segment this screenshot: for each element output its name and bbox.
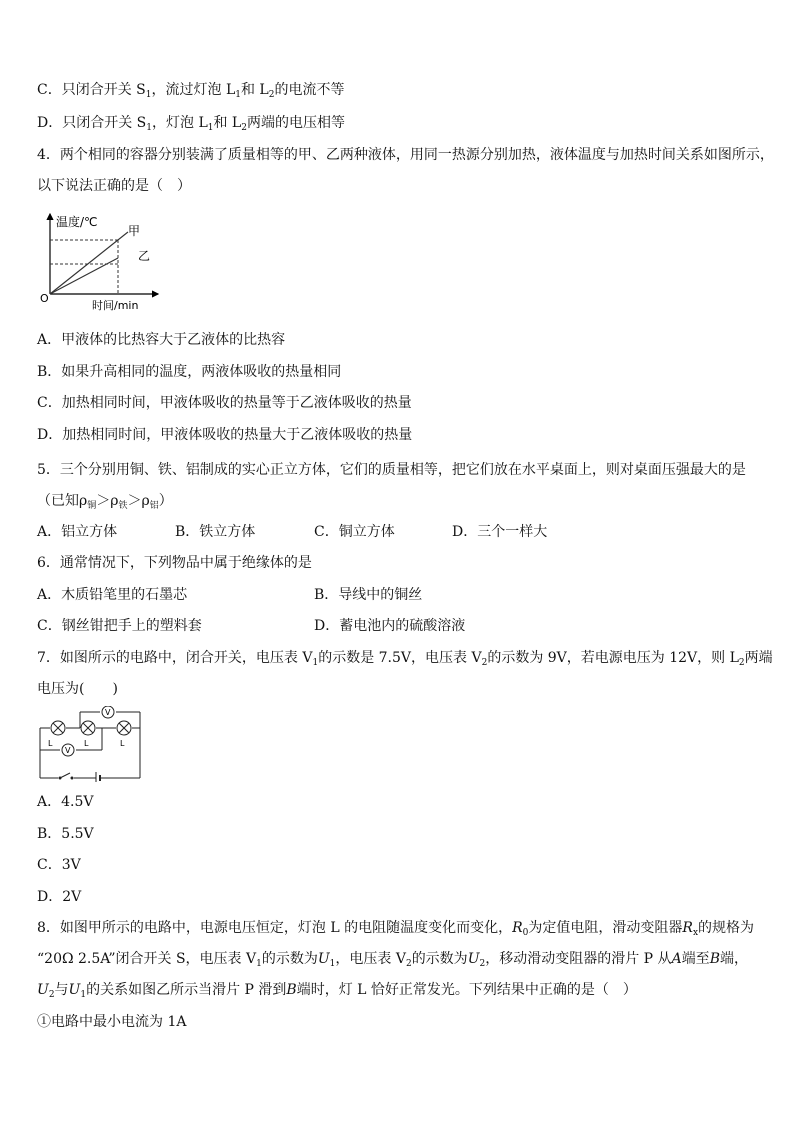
q7-stem-line2: 电压为( ) [37,681,118,697]
lamp-l3-icon [117,721,131,735]
q4-stem-line1: 4．两个相同的容器分别装满了质量相等的甲、乙两种液体，用同一热源分别加热，液体温度与加热时间关系如图所示， [37,147,774,163]
q5-option-a[interactable]: A．铝立方体 [37,524,118,540]
graph-series-jia: 甲 [128,224,141,238]
q8-stem-line3: $U_2$与$U_1$的关系如图乙所示当滑片 P 滑到B端时，灯 L 恰好正常发光。下列结果中正确的是（ ） [37,982,637,1000]
q4-option-a[interactable]: A．甲液体的比热容大于乙液体的比热容 [37,332,286,348]
q6-option-b[interactable]: B．导线中的铜丝 [314,587,423,603]
q7-option-d[interactable]: D．2V [37,889,82,905]
q8-stem-line1: 8．如图甲所示的电路中，电源电压恒定，灯泡 L 的电阻随温度变化而变化，$R_0$为定值电阻，滑动变阻器$R_x$的规格为 [37,920,755,938]
lamp-l3-label: L [120,739,125,748]
graph-ylabel: 温度/℃ [56,215,98,229]
q5-stem-line2: （已知$\rho_铜>\rho_铁>\rho_铝$） [37,493,173,511]
q5-option-b[interactable]: B．铁立方体 [175,524,256,540]
q6-option-d[interactable]: D．蓄电池内的硫酸溶液 [314,618,466,634]
q8-item-1: ①电路中最小电流为 1A [37,1014,187,1030]
svg-text:V: V [105,708,111,717]
graph-series-yi: 乙 [138,249,151,263]
q7-option-a[interactable]: A．4.5V [37,794,94,810]
q4-option-b[interactable]: B．如果升高相同的温度，两液体吸收的热量相同 [37,364,342,380]
q3-option-c[interactable]: C．只闭合开关 $S_1$，流过灯泡 $L_1$和 $L_2$的电流不等 [37,82,345,100]
lamp-l2-icon [81,721,95,735]
q6-stem: 6．通常情况下，下列物品中属于绝缘体的是 [37,555,312,571]
q4-option-c[interactable]: C．加热相同时间，甲液体吸收的热量等于乙液体吸收的热量 [37,395,412,411]
q4-temperature-time-graph [34,210,164,315]
q7-option-c[interactable]: C．3V [37,857,81,873]
battery-icon [96,772,100,782]
lamp-l1-label: L [48,739,53,748]
lamp-l2-label: L [84,739,89,748]
q4-stem-line2: 以下说法正确的是（ ） [37,178,191,194]
q7-circuit-diagram [36,706,144,782]
q3-option-d[interactable]: D．只闭合开关 $S_1$，灯泡 $L_1$和 $L_2$两端的电压相等 [37,115,345,133]
switch-icon [59,773,74,780]
graph-xlabel: 时间/min [92,299,139,312]
lamp-l1-icon [51,721,65,735]
voltmeter-bottom-icon [62,744,74,756]
q6-option-c[interactable]: C．钢丝钳把手上的塑料套 [37,618,202,634]
graph-origin: O [40,292,49,305]
q6-option-a[interactable]: A．木质铅笔里的石墨芯 [37,587,188,603]
voltmeter-top-icon [102,706,114,718]
q5-option-d[interactable]: D．三个一样大 [452,524,548,540]
series-yi-line [50,258,118,294]
q4-option-d[interactable]: D．加热相同时间，甲液体吸收的热量大于乙液体吸收的热量 [37,427,413,443]
series-jia-line [50,232,128,294]
q5-stem-line1: 5．三个分别用铜、铁、铝制成的实心正立方体，它们的质量相等，把它们放在水平桌面上，则对桌面压强最大的是 [37,462,746,478]
q7-stem-line1: 7．如图所示的电路中，闭合开关，电压表 $V_1$的示数是 7.5V，电压表 $V_2$的示数为 9V，若电源电压为 12V，则 $L_2$两端 [37,650,773,668]
svg-text:V: V [65,746,71,755]
q7-option-b[interactable]: B．5.5V [37,826,94,842]
q5-option-c[interactable]: C．铜立方体 [314,524,395,540]
q8-stem-line2: “20Ω 2.5A”闭合开关 S，电压表 $V_1$的示数为$U_1$，电压表 $V_2$的示数为$U_2$，移动滑动变阻器的滑片 P 从A端至B端， [37,951,748,969]
